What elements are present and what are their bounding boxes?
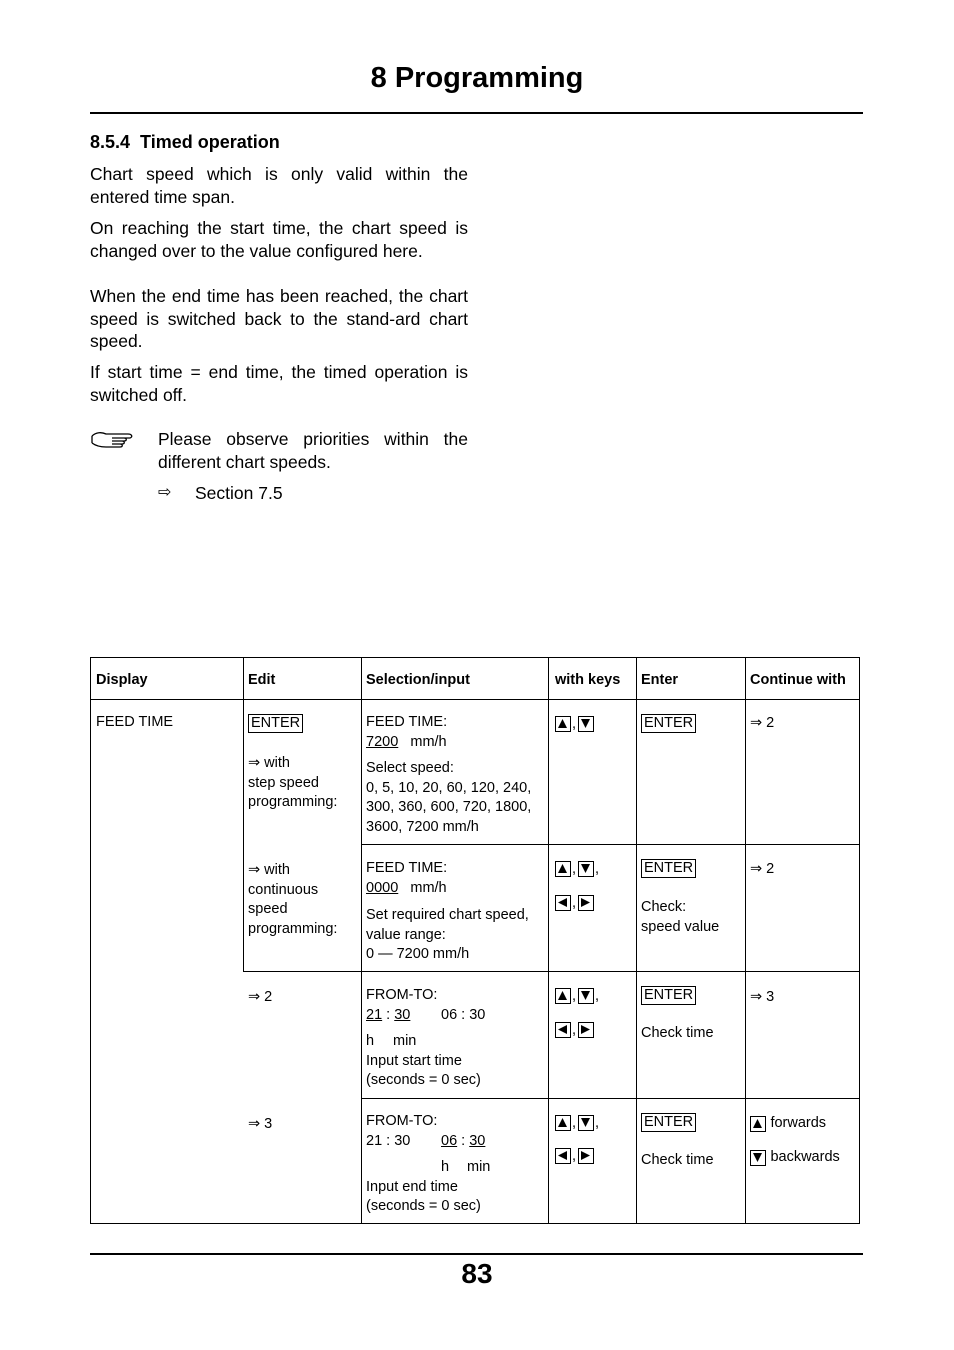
edit-step-speed <box>248 754 337 813</box>
selection-line: Set required chart speed, <box>366 907 529 923</box>
enter-key: ENTER <box>641 859 696 878</box>
enter-key: ENTER <box>248 714 303 733</box>
enter-key: ENTER <box>641 986 696 1005</box>
row-divider <box>243 971 860 972</box>
enter-check: Check time <box>641 1025 714 1041</box>
down-key-icon <box>578 716 594 732</box>
selection-label: FEED TIME: <box>366 860 448 876</box>
paragraph-4: If start time = end time, the timed operation is switched off. <box>90 362 468 405</box>
section-title: Timed operation <box>140 132 280 152</box>
unit-hours: h <box>441 1159 450 1175</box>
selection-feed-time-step <box>366 713 531 837</box>
header-continue-with: Continue with <box>750 672 846 688</box>
row-divider <box>361 844 860 845</box>
selection-line: value range: <box>366 926 446 943</box>
selection-unit: mm/h <box>410 879 447 896</box>
selection-line: Input start time <box>366 1052 462 1069</box>
end-hours: 06 <box>441 1006 458 1023</box>
selection-value: 7200 <box>366 733 399 750</box>
keys-row-4-line-2: , <box>555 1147 594 1165</box>
chapter-title: 8 Programming <box>370 62 584 94</box>
cross-reference[interactable]: Section 7.5 <box>195 483 283 503</box>
col-divider <box>745 657 746 1224</box>
up-key-icon <box>750 1116 766 1132</box>
selection-line: 0, 5, 10, 20, 60, 120, 240, <box>366 779 532 796</box>
up-key-icon <box>555 716 571 732</box>
edit-line: continuous <box>248 881 319 898</box>
up-key-icon <box>555 861 571 877</box>
down-key-icon <box>578 1115 594 1131</box>
selection-unit: mm/h <box>410 733 447 750</box>
edit-line: programming: <box>248 794 338 810</box>
selection-from-to-start: FROM-TO: 21 : 30 06 : 30 h min Input start time (seconds = 0 sec) <box>366 986 481 1091</box>
selection-line: Select speed: <box>366 760 454 776</box>
edit-goto-3: ⇒ 3 <box>248 1116 273 1132</box>
paragraph-2: On reaching the start time, the chart speed is changed over to the value configured here. <box>90 218 468 261</box>
enter-line: speed value <box>641 918 720 935</box>
selection-from-to-end: FROM-TO: 21 : 30 06 : 30 h min Input end time (seconds = 0 sec) <box>366 1112 481 1217</box>
end-minutes: 30 <box>469 1132 486 1149</box>
selection-value: 0000 <box>366 879 399 896</box>
keys-row-3-line-2: , <box>555 1021 594 1039</box>
edit-continuous-speed <box>248 861 337 939</box>
edit-line: ⇒ with <box>248 755 290 771</box>
cross-reference-arrow-icon: ⇨ <box>158 484 172 501</box>
note-text: Please observe priorities within the different chart speeds. <box>158 429 468 472</box>
paragraph-1: Chart speed which is only valid within the entered time span. <box>90 164 468 207</box>
enter-key: ENTER <box>641 714 696 733</box>
selection-line: Input end time <box>366 1178 458 1195</box>
col-divider <box>243 657 244 972</box>
end-hours: 06 <box>441 1132 458 1149</box>
enter-check: Check time <box>641 1152 714 1168</box>
continue-backwards <box>750 1148 840 1168</box>
selection-line: (seconds = 0 sec) <box>366 1198 481 1214</box>
paragraph-3: When the end time has been reached, the chart speed is switched back to the stand-ard chart speed. <box>90 286 468 351</box>
edit-line: programming: <box>248 920 338 937</box>
keys-row-1: , <box>555 715 594 733</box>
edit-goto-2: ⇒ 2 <box>248 989 273 1005</box>
header-edit: Edit <box>248 672 276 688</box>
start-hours: 21 <box>366 1132 383 1149</box>
selection-label: FROM-TO: <box>366 1113 438 1129</box>
down-key-icon <box>750 1150 766 1166</box>
selection-line: 300, 360, 600, 720, 1800, <box>366 799 532 815</box>
up-key-icon <box>555 1115 571 1131</box>
continue-with: ⇒ 2 <box>750 715 775 731</box>
page-number: 83 <box>461 1258 493 1289</box>
continue-with: ⇒ 2 <box>750 861 775 877</box>
header-rule <box>90 112 863 114</box>
edit-line: ⇒ with <box>248 862 290 878</box>
right-key-icon <box>578 1148 594 1164</box>
col-divider <box>636 657 637 1224</box>
footer-rule <box>90 1253 863 1255</box>
right-key-icon <box>578 1022 594 1038</box>
start-hours: 21 <box>366 1006 383 1023</box>
col-divider <box>361 657 362 1224</box>
header-selection-input: Selection/input <box>366 672 470 688</box>
enter-line: Check: <box>641 899 687 915</box>
header-enter: Enter <box>641 672 679 688</box>
forwards-label: forwards <box>770 1115 827 1131</box>
start-minutes: 30 <box>394 1006 411 1023</box>
row-divider <box>361 1098 860 1099</box>
keys-row-3-line-1: , , <box>555 987 601 1005</box>
down-key-icon <box>578 861 594 877</box>
end-minutes: 30 <box>469 1006 486 1023</box>
section-heading <box>90 132 280 153</box>
enter-check <box>641 898 719 937</box>
section-number: 8.5.4 <box>90 132 131 152</box>
left-key-icon <box>555 895 571 911</box>
selection-line: 0 — 7200 mm/h <box>366 946 470 962</box>
selection-label: FROM-TO: <box>366 987 438 1003</box>
enter-key: ENTER <box>641 1113 696 1132</box>
edit-line: step speed <box>248 774 319 791</box>
selection-line: 3600, 7200 mm/h <box>366 818 479 835</box>
continue-with: ⇒ 3 <box>750 989 775 1005</box>
unit-hours: h <box>366 1033 375 1049</box>
up-key-icon <box>555 988 571 1004</box>
start-minutes: 30 <box>394 1132 411 1149</box>
display-value: FEED TIME <box>96 714 174 730</box>
selection-feed-time-continuous <box>366 859 529 965</box>
continue-forwards <box>750 1114 826 1134</box>
row-divider <box>90 699 860 700</box>
col-divider <box>548 657 549 1224</box>
keys-row-2-line-2: , <box>555 894 594 912</box>
left-key-icon <box>555 1148 571 1164</box>
header-with-keys: with keys <box>555 672 621 688</box>
right-key-icon <box>578 895 594 911</box>
down-key-icon <box>578 988 594 1004</box>
unit-minutes: min <box>393 1033 417 1049</box>
left-key-icon <box>555 1022 571 1038</box>
unit-minutes: min <box>467 1159 491 1175</box>
header-display: Display <box>96 672 148 688</box>
keys-row-2-line-1: , , <box>555 860 601 878</box>
selection-line: (seconds = 0 sec) <box>366 1072 481 1088</box>
pointing-hand-icon <box>90 426 136 454</box>
edit-line: speed <box>248 901 288 917</box>
selection-label: FEED TIME: <box>366 714 448 730</box>
backwards-label: backwards <box>770 1149 840 1165</box>
keys-row-4-line-1: , , <box>555 1114 601 1132</box>
